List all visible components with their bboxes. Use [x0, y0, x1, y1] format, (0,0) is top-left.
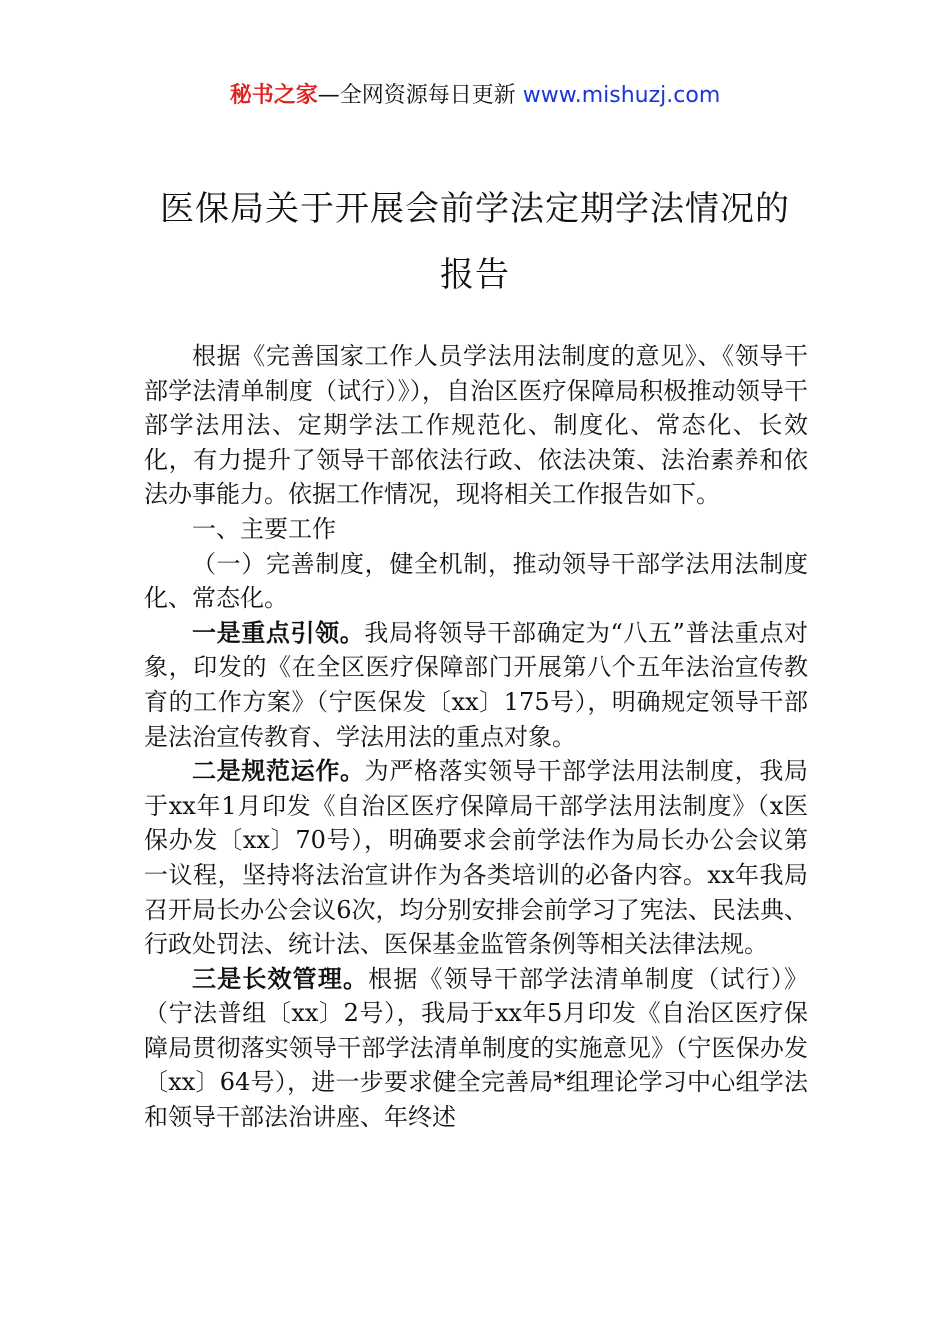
item-3-text: 根据《领导干部学法清单制度（试行）》（宁法普组〔xx〕2号），我局于xx年5月印发《自治区医疗保障局贯彻落实领导干部学法清单制度的实施意见》（宁医保办发〔xx〕64号），进一步要求健全完善局*组理论学习中心组学法和领导干部法治讲座、年终述: [144, 964, 809, 1132]
item-1-lead: 一是重点引领。: [192, 618, 365, 647]
document-body: [144, 339, 808, 1135]
intro-paragraph: 根据《完善国家工作人员学法用法制度的意见》、《领导干部学法清单制度（试行）》），自治区医疗保障局积极推动领导干部学法用法、定期学法工作规范化、制度化、常态化、长效化，有力提升了领导干部依法行政、依法决策、法治素养和依法办事能力。依据工作情况，现将相关工作报告如下。: [144, 342, 808, 509]
subsection-heading-1: （一）完善制度，健全机制，推动领导干部学法用法制度化、常态化。: [144, 549, 808, 613]
brand-name: 秘书之家: [229, 83, 318, 108]
site-banner: [0, 80, 950, 112]
item-paragraph-3: [144, 962, 808, 1135]
item-3-lead: 三是长效管理。: [192, 964, 369, 993]
item-1-text: 我局将领导干部确定为“八五”普法重点对象，印发的《在全区医疗保障部门开展第八个五年法治宣传教育的工作方案》（宁医保发〔xx〕175号），明确规定领导干部是法治宣传教育、学法用法的重点对象。: [144, 618, 808, 751]
item-2-text: 为严格落实领导干部学法用法制度，我局于xx年1月印发《自治区医疗保障局干部学法用法制度》（x医保办发〔xx〕70号），明确要求会前学法作为局长办公会议第一议程，坚持将法治宣讲作为各类培训的必备内容。xx年我局召开局长办公会议6次，均分别安排会前学习了宪法、民法典、行政处罚法、统计法、医保基金监管条例等相关法律法规。: [144, 757, 809, 959]
banner-tagline: —全网资源每日更新: [317, 83, 523, 108]
site-url-link[interactable]: www.mishuzj.com: [522, 83, 721, 108]
document-title: [110, 176, 840, 308]
section-heading-main-work: 一、主要工作: [192, 514, 336, 543]
title-line-2: 报告: [440, 255, 510, 295]
title-line-1: 医保局关于开展会前学法定期学法情况的: [160, 189, 790, 229]
item-2-lead: 二是规范运作。: [192, 757, 365, 786]
item-paragraph-2: [144, 754, 808, 962]
item-paragraph-1: [144, 616, 808, 754]
